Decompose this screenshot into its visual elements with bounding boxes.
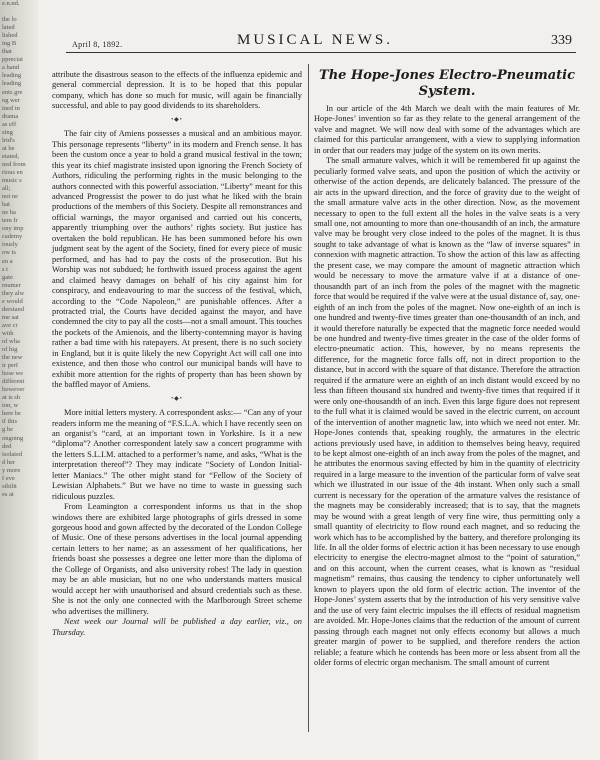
gutter-text-line: s t	[2, 265, 8, 273]
gutter-text-line: tem fr	[2, 217, 18, 225]
gutter-text-line: all;	[2, 185, 11, 193]
gutter-text-line: at be	[2, 144, 15, 152]
gutter-text-line: ng wer	[2, 96, 20, 104]
gutter-text-line: sing	[2, 128, 13, 136]
gutter-text-line: rnumer	[2, 281, 21, 289]
adjacent-page-edge	[0, 0, 38, 760]
section-ornament: •◆•	[171, 116, 183, 123]
page-header	[46, 30, 584, 52]
gutter-text-line: iously	[2, 241, 18, 249]
header-rule	[66, 52, 576, 53]
gutter-text-line: ony imp	[2, 225, 24, 233]
gutter-text-line: gate	[2, 273, 13, 281]
section-ornament: •◆•	[171, 395, 183, 402]
gutter-text-line: me sat	[2, 313, 19, 321]
article-paragraph: In our article of the 4th March we dealt with the main features of Mr. Hope-Jones’ invention so far as they relate to the general arrangement of the valve and magnet. We will now deal with some of the advantages which are claimed for this particular arrangement, with a view to supplying information in order that our readers may judge of the system on its own merits.	[314, 104, 580, 155]
gutter-text-line: derstand	[2, 305, 25, 313]
article-paragraph: From Leamington a correspondent informs us that in the shop windows there are exhibited large photographs of girls dressed in some gorgeous hood and gown affected by the decorated of the London College of Music. One of these persons advertises in the local journal appending certain letters to her name; as an assessment of her qualifications, her friends boast she possesses a degree one letter more than the diploma of the College of Organists, and also university robes! The lady in question may be an able musician, but no one who understands matters musical would accept her with unauthorised and absurd credentials such as these. She is not the only one connected with the Marlborough Street scheme who advertises the millinery.	[52, 502, 302, 616]
gutter-text-line: e would	[2, 297, 23, 305]
article-subtitle: System.	[418, 84, 476, 99]
gutter-text-line: different	[2, 378, 25, 386]
gutter-text-line: ion, w	[2, 402, 19, 410]
gutter-text-line: y more	[2, 466, 21, 474]
gutter-text-line: e.n.nd.	[2, 0, 20, 7]
article-paragraph: The small armature valves, which it will be remembered fit up against the peculiarly formed valve seats, and upon the position of which the activity or otherwise of the action depends, are delicately balanced. The pressure of the air acts in the upward direction, and the force of gravity due to the weight of the small armature valve acts in the other direction. Now, as the movement necessary to open to the full extent all the holes in the valve seats is a very small one, not amounting to more than one-thousandth of an inch, the armature valve may be brought very close indeed to the poles of the magnet. It is thus sought to take advantage of what is known as the “law of inverse squares” in connexion with magnetic attraction. To show the action of this law as affecting the present case, we may compare the amount of magnetic attraction which would be necessary to move the armature valve if at a distance of one-thousandth part of an inch from the poles of the magnet with the magnetic force that would be required if the valve were at the usual distance of, say, one-eighth of an inch from the poles of the magnet. Now one-eighth of an inch is one hundred and twenty-five times greater than one-thousandth of an inch, and it would therefore naturally be expected that the magnetic force needed would be one hundred and twenty-five times greater in the case of the older forms of electro-pneumatic action. This, however, by no means represents the difference, for the magnetic force falls off, not in direct proportion to the distance, but in accord with the square of that distance. Therefore the attraction required if the armature were an eighth of an inch distant would exceed by no less than fifteen thousand six hundred and twenty-five times that required if it were only one-thousandth of an inch. Even this large figure does not represent to the full what it is claimed would be saved in the electric current, on account of the intervention of another magnetic law, into which we need not enter. Mr. Hope-Jones contends that, speaking roughly, the armatures in the electric actions previously used have, in addition to themselves being heavy, required to be kept almost one-eighth of an inch away from the poles of the magnet, and he attributes the enormous saving effected by him in the quantity of electricity required in a large measure to the invention of the particular form of valve seat which we illustrated in our issue of the 4th instant. When only such a small current is necessary for the operation of the armature valves the resistance of the magnets may be considerably increased; that is to say, that the magnets may be wound with a great length of very fine wire, thus permitting only a small quantity of electricity to flow round each magnet, and so reducing the work which has to be accomplished by the battery, and therefore prolonging its life. In all the older forms of electric action it has been necessary to use enough electricity to energise the electro-magnet almost to the “point of saturation,” and on this account, when the current ceases, what is known as “residual magnetism” remains, thus causing the tendency to cipher unfortunately well known to players upon the old form of electric action. The inventor of the Hope-Jones’ system asserts that by the introduction of his very sensitive valve and the use of very faint electric impulses the ill effects of residual magnetism are avoided. Mr. Hope-Jones claims that the reduction of the amount of current passing through each magnet not only effects economy but allows a much greater margin of power to be supplied, and therefore renders the action reliable; a feature which he contends has been more or less absent from all the older forms of electric organ mechanism. The small amount of current	[314, 156, 580, 668]
gutter-text-line: es at	[2, 490, 14, 498]
gutter-text-line: however	[2, 386, 25, 394]
gutter-text-line: ave cr	[2, 321, 18, 329]
left-column	[52, 70, 302, 638]
gutter-text-line: drama	[2, 112, 19, 120]
gutter-text-line: leading	[2, 72, 22, 80]
gutter-text-line: a hand	[2, 64, 20, 72]
gutter-text-line: etated,	[2, 152, 20, 160]
gutter-text-line: at is sh	[2, 394, 21, 402]
article-paragraph: attribute the disastrous season to the effects of the influenza epidemic and general commercial depression. It is to be hoped that this popular company, which has done so much for music, will again be financially successful, and able to pay good dividends to its shareholders.	[52, 70, 302, 111]
gutter-text-line: hat	[2, 201, 10, 209]
gutter-text-line: ded	[2, 442, 12, 450]
article-title: The Hope-Jones Electro-Pneumatic	[319, 68, 575, 83]
gutter-text-line	[0, 8, 38, 16]
newspaper-page	[46, 30, 584, 740]
gutter-text-line: of hig	[2, 346, 18, 354]
gutter-text-line: ir perf	[2, 362, 19, 370]
right-column	[314, 70, 580, 668]
article-paragraph: The fair city of Amiens possesses a musical and an ambitious mayor. This personage represents “liberty” in its modern and French sense. It has been the custom once a year to hold a grand musical festival in the town; this year its chief magistrate insisted upon ignoring the French Society of Authors, ridiculing the performing rights in the music belonging to the authors connected with this powerful association. “Liberty” meant for this advanced Progressist the power to do just what he liked with the brain productions of the members of this Society. Despite all remonstrances and official warnings, the mayor organised and carried out his concerts, apparently triumphing over the authors’ rights society. But justice has overtaken the bold republican. He has been summoned before his own judgment seat by the agent of the Society, fined for every piece of music performed, and has had to pay the costs of the prosecution. But his Worship was not subdued; he forthwith issued process against the agent and claimed heavy damages on behalf of his city against him for conspiracy, and endeavouring to mar the success of the festival, which, according to the “Code Napoleon,” are punishable offences. After a protracted trial, the Courts have decided against the mayor, and have condemned the city to pay all the costs—not a small amount. This touches the pockets of the Amienois, and the liberty-contemning mayor is having rather a bad time with his ratepayers. At present, there is no such society in England, but it is quite likely the new Copyright Act will call one into existence, and then those who control our municipal bands will have to exhibit more attention for the rights of property than has been shown by the baffled mayor of Amiens.	[52, 129, 302, 390]
gutter-text-line: the lo	[2, 16, 17, 24]
gutter-text-line: rious en	[2, 168, 23, 176]
masthead-title: MUSICAL NEWS.	[237, 32, 393, 48]
gutter-text-line: with	[2, 329, 14, 337]
gutter-text-line: if this	[2, 418, 17, 426]
gutter-text-line: ents gre	[2, 88, 23, 96]
issue-date: April 8, 1892.	[72, 40, 123, 49]
gutter-text-line: ne ha	[2, 209, 16, 217]
gutter-text-line: as eff	[2, 120, 17, 128]
gutter-text-line: the new	[2, 354, 23, 362]
gutter-text-line: en a	[2, 257, 13, 265]
closing-notice: Next week our Journal will be published a day earlier, viz., on Thursday.	[52, 617, 302, 637]
gutter-text-line: ing B	[2, 40, 17, 48]
gutter-text-line: ned from	[2, 160, 26, 168]
gutter-text-line: ined in	[2, 104, 20, 112]
gutter-text-line: ppreciat	[2, 56, 23, 64]
gutter-text-line: music s	[2, 177, 22, 185]
gutter-text-line: isolated	[2, 450, 23, 458]
gutter-text-line: here be	[2, 410, 21, 418]
gutter-text-line: of wha	[2, 337, 20, 345]
gutter-text-line: not ne	[2, 193, 19, 201]
gutter-text-line: hose we	[2, 370, 24, 378]
gutter-text-line: g be	[2, 426, 14, 434]
gutter-text-line: ongoing	[2, 434, 24, 442]
gutter-text-line: lished	[2, 32, 18, 40]
page-number: 339	[551, 33, 572, 48]
gutter-text-line: d her	[2, 458, 16, 466]
gutter-text-line: ow is	[2, 249, 16, 257]
gutter-text-line: leading	[2, 80, 22, 88]
gutter-text-line: they alw	[2, 289, 25, 297]
gutter-text-line: cademy	[2, 233, 23, 241]
gutter-text-line: that	[2, 48, 12, 56]
column-divider	[308, 64, 309, 732]
gutter-text-line: lrid's	[2, 136, 15, 144]
gutter-text-line: lated	[2, 24, 15, 32]
article-paragraph: More initial letters mystery. A correspondent asks:— “Can any of your readers inform me the meaning of “F.S.L.A. which I have recently seen on an organist’s “card, at an important town in Yorkshire. Is it a new “diploma”? Another correspondent lately saw a concert programme with the letters S.L.I.M. attached to a performer’s name, and asks, “What is the interpretation thereof”? They may indicate “Society of London Initial-letter Maniacs.” The other might stand for “Fellow of the Society of Lewisian Alphabets.” But we have no time to waste in guessing such ridiculous puzzles.	[52, 408, 302, 501]
gutter-text-line: f eve	[2, 474, 15, 482]
gutter-text-line: sibilit	[2, 482, 17, 490]
